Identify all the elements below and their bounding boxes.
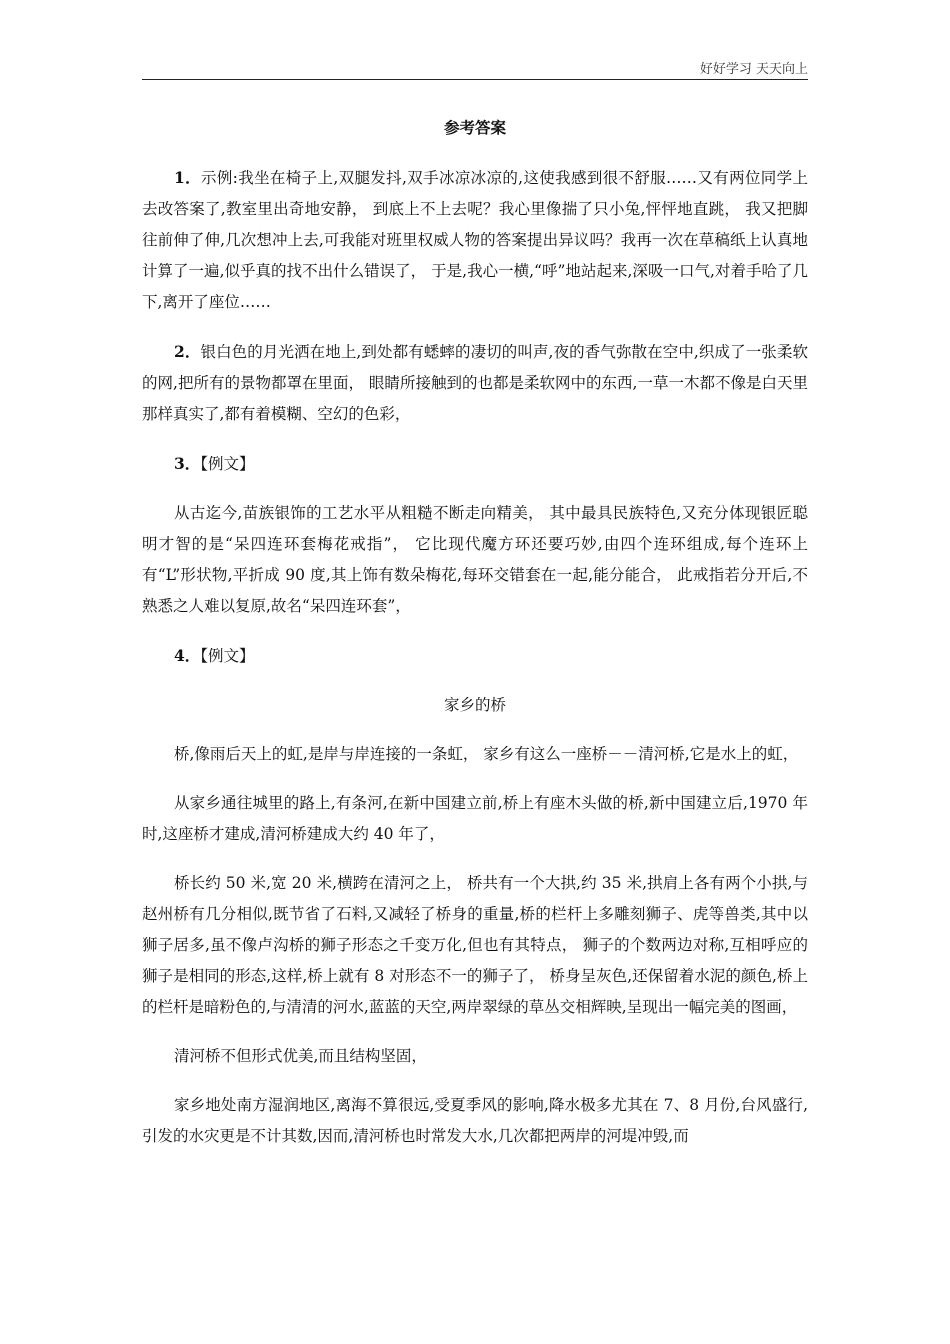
- answer-1-number: 1．: [174, 168, 201, 187]
- answer-2-text: 银白色的月光洒在地上,到处都有蟋蟀的凄切的叫声,夜的香气弥散在空中,织成了一张柔软的网,把所有的景物都罩在里面， 眼睛所接触到的也都是柔软网中的东西,一草一木都不像是白天里那样真实了,都有着模糊、空幻的色彩，: [142, 343, 808, 423]
- essay-paragraph: 桥长约 50 米,宽 20 米,横跨在清河之上， 桥共有一个大拱,约 35 米,拱肩上各有两个小拱,与赵州桥有几分相似,既节省了石料,又减轻了桥身的重量,桥的栏杆上多雕刻狮子、虎等兽类,其中以狮子居多,虽不像卢沟桥的狮子形态之千变万化,但也有其特点， 狮子的个数两边对称,互相呼应的狮子是相同的形态,这样,桥上就有 8 对形态不一的狮子了， 桥身呈灰色,还保留着水泥的颜色,桥上的栏杆是暗粉色的,与清清的河水,蓝蓝的天空,两岸翠绿的草丛交相辉映,呈现出一幅完美的图画，: [142, 874, 808, 1016]
- answer-1-text: 示例:我坐在椅子上,双腿发抖,双手冰凉冰凉的,这使我感到很不舒服……又有两位同学上去改答案了,教室里出奇地安静， 到底上不上去呢？我心里像揣了只小兔,怦怦地直跳， 我又把脚往前伸了伸,几次想冲上去,可我能对班里权威人物的答案提出异议吗？我再一次在草稿纸上认真地计算了一遍,似乎真的找不出什么错误了， 于是,我心一横,“呼”地站起来,深吸一口气,对着手哈了几下,离开了座位……: [142, 169, 808, 311]
- document-body: [142, 112, 808, 1170]
- page-title: 参考答案: [443, 118, 506, 137]
- essay-paragraph: 从家乡通往城里的路上,有条河,在新中国建立前,桥上有座木头做的桥,新中国建立后,1970 年时,这座桥才建成,清河桥建成大约 40 年了，: [142, 794, 808, 843]
- answer-3-number: 3．: [174, 454, 201, 473]
- header-motto: 好好学习 天天向上: [699, 62, 808, 77]
- header-divider: [142, 79, 808, 80]
- answer-2: [142, 336, 808, 430]
- answer-4-heading: [142, 640, 808, 672]
- essay-paragraph: 家乡地处南方湿润地区,离海不算很远,受夏季风的影响,降水极多尤其在 7、8 月份,台风盛行,引发的水灾更是不计其数,因而,清河桥也时常发大水,几次都把两岸的河堤冲毁,而: [142, 1096, 808, 1145]
- answer-4-label: 【例文】: [200, 647, 255, 665]
- answer-4-number: 4．: [174, 646, 201, 665]
- essay-title: 家乡的桥: [443, 696, 506, 714]
- answer-2-number: 2．: [174, 342, 201, 361]
- answer-1: [142, 162, 808, 318]
- answer-3-label: 【例文】: [200, 455, 255, 473]
- essay-paragraph: 桥,像雨后天上的虹,是岸与岸连接的一条虹， 家乡有这么一座桥－－清河桥,它是水上的虹，: [174, 745, 799, 763]
- answer-3-heading: [142, 448, 808, 480]
- essay-paragraph: 清河桥不但形式优美,而且结构坚固，: [174, 1047, 427, 1065]
- answer-3-text: 从古迄今,苗族银饰的工艺水平从粗糙不断走向精美， 其中最具民族特色,又充分体现银匠聪明才智的是“呆四连环套梅花戒指”， 它比现代魔方环还要巧妙,由四个连环组成,每个连环上有“L”形状物,平折成 90 度,其上饰有数朵梅花,每环交错套在一起,能分能合， 此戒指若分开后,不熟悉之人难以复原,故名“呆四连环套”，: [142, 504, 808, 615]
